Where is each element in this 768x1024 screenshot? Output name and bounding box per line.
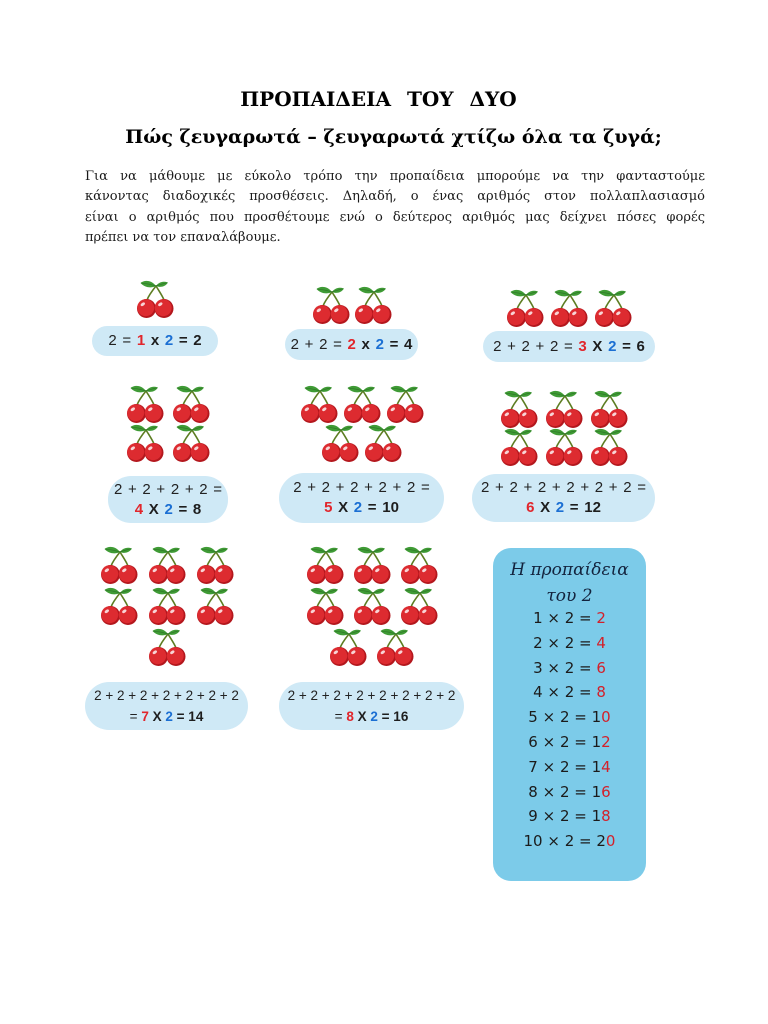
cherry-row [499, 389, 629, 427]
table-expression: 2 × 2 = [533, 633, 592, 652]
product-expression [526, 499, 601, 516]
factor-number: 2 [555, 499, 565, 516]
equation-pill [108, 476, 228, 523]
cherry-pair-icon [305, 586, 345, 626]
table-row [493, 758, 646, 783]
cherry-pair-icon [195, 545, 235, 585]
product-expression [135, 501, 202, 518]
result-text: = 2 [178, 332, 202, 349]
result-units-digit: 0 [601, 708, 611, 727]
page-title: ΠΡΟΠΑΙΔΕΙΑ ΤΟΥ ΔΥΟ [240, 87, 517, 111]
result-tens-digit: 2 [596, 832, 606, 851]
equation-pill [85, 682, 248, 730]
sum-text: 2 = [108, 332, 132, 349]
result-tens-digit: 1 [591, 807, 602, 826]
result-tens-digit: 1 [591, 708, 602, 727]
table-expression: 8 × 2 = [528, 782, 587, 801]
cherry-pair-icon [147, 586, 187, 626]
factor-number: 2 [164, 332, 174, 349]
cherry-group [108, 384, 228, 462]
result-text: = 14 [176, 709, 204, 724]
table-expression: 7 × 2 = [528, 757, 587, 776]
product-line [324, 498, 399, 518]
cherry-row [99, 586, 235, 627]
multiplier-number: 4 [134, 500, 144, 518]
cherry-pair-icon [311, 285, 351, 325]
product-expression [578, 338, 645, 355]
factor-number: 2 [370, 709, 378, 724]
table-row [493, 659, 646, 684]
table-expression: 10 × 2 = [523, 832, 592, 851]
times-sign: X [540, 499, 551, 516]
multiplier-number: 1 [136, 332, 146, 349]
cherry-pair-icon [499, 389, 539, 429]
cherry-group [92, 279, 218, 319]
table-expression: 3 × 2 = [533, 658, 592, 677]
result-units-digit: 8 [596, 683, 606, 702]
product-expression [137, 332, 202, 349]
cherry-pair-icon [99, 545, 139, 585]
intro-line: πρέπει να τον επαναλάβουμε. [85, 230, 281, 246]
times-sign: x [150, 332, 160, 349]
product-expression [141, 709, 203, 724]
times-sign: x [361, 335, 370, 353]
cherry-pair-icon [171, 384, 211, 424]
cherry-group [279, 545, 464, 668]
cherry-row [499, 427, 629, 465]
factor-number: 2 [165, 709, 173, 724]
intro-line: είναι ο αριθμός που προσθέτουμε ενώ ο δεύτερος αριθμός μας δείχνει πόσες φορές [85, 209, 705, 225]
cherry-pair-icon [147, 627, 187, 667]
factor-number: 2 [353, 499, 363, 516]
sum-line: 2 + 2 + 2 + 2 + 2 = [293, 479, 430, 496]
result-text: = 6 [622, 337, 645, 355]
equation-pill [279, 682, 464, 730]
equation-pill [285, 329, 418, 360]
cherry-pair-icon [549, 288, 589, 328]
intro-line: Για να μάθουμε με εύκολο τρόπο την προπαίδεια μπορούμε να την φανταστούμε [85, 169, 705, 184]
cherry-pair-icon [328, 627, 368, 667]
factor-number: 2 [375, 335, 384, 353]
sum-text: 2 + 2 = [290, 335, 342, 353]
multiplier-number: 7 [141, 709, 149, 724]
product-expression [324, 499, 399, 516]
cherry-row [320, 423, 403, 462]
cherry-row [147, 627, 187, 668]
table-row [493, 832, 646, 857]
result-text: = 16 [381, 709, 409, 724]
multiplier-number: 6 [526, 499, 535, 516]
cherry-row [311, 285, 393, 325]
cherry-pair-icon [147, 545, 187, 585]
result-units-digit: 4 [596, 633, 606, 652]
result-units-digit: 0 [605, 832, 616, 851]
equation-line [291, 335, 413, 355]
product-expression [346, 709, 408, 724]
cherry-row [505, 288, 633, 328]
equation-line [108, 331, 201, 351]
factor-number: 2 [164, 500, 173, 518]
times-sign: X [592, 337, 603, 355]
product-line [526, 498, 601, 518]
table-row [493, 733, 646, 758]
cherry-pair-icon [589, 389, 629, 429]
cherry-group [279, 384, 444, 462]
cherry-pair-icon [399, 586, 439, 626]
result-units-digit: 2 [601, 732, 611, 751]
result-units-digit: 4 [601, 757, 611, 776]
result-text: = 12 [569, 499, 601, 516]
cherry-pair-icon [399, 545, 439, 585]
times-sign: X [357, 709, 367, 724]
cherry-pair-icon [375, 627, 415, 667]
panel-title: Η προπαίδεια [510, 560, 629, 580]
multiplier-number: 2 [347, 335, 356, 353]
cherry-group [85, 545, 248, 668]
cherry-pair-icon [544, 389, 584, 429]
result-units-digit: 6 [596, 658, 606, 677]
cherry-pair-icon [305, 545, 345, 585]
times-sign: X [152, 709, 162, 724]
cherry-pair-icon [171, 423, 211, 463]
cherry-row [99, 545, 235, 586]
cherry-pair-icon [135, 279, 175, 319]
cherry-pair-icon [544, 427, 584, 467]
equation-pill [279, 473, 444, 523]
cherry-pair-icon [505, 288, 545, 328]
cherry-row [125, 384, 211, 423]
table-rows [493, 609, 646, 857]
intro-line: κάνοντας διαδοχικές προσθέσεις. Δηλαδή, ο ένας αριθμός στον πολλαπλασιασμό [85, 189, 705, 205]
equation-line [493, 337, 645, 357]
table-row [493, 783, 646, 808]
table-row [493, 634, 646, 659]
table-row [493, 609, 646, 634]
cherry-pair-icon [125, 423, 165, 463]
sum-line: 2 + 2 + 2 + 2 + 2 + 2 + 2 [94, 688, 239, 703]
times-sign: X [338, 499, 349, 516]
cherry-group [483, 288, 655, 328]
sum-line: 2 + 2 + 2 + 2 = [113, 480, 223, 498]
cherry-pair-icon [99, 586, 139, 626]
factor-number: 2 [608, 337, 617, 355]
cherry-pair-icon [352, 545, 392, 585]
cherry-group [285, 285, 418, 325]
sum-line: 2 + 2 + 2 + 2 + 2 + 2 = [481, 479, 646, 496]
cherry-pair-icon [299, 384, 339, 424]
cherry-row [299, 384, 425, 423]
cherry-row [125, 423, 211, 462]
cherry-pair-icon [363, 423, 403, 463]
cherry-pair-icon [499, 427, 539, 467]
cherry-pair-icon [320, 423, 360, 463]
product-line [135, 500, 202, 520]
intro-paragraph [85, 167, 705, 249]
result-tens-digit: 1 [591, 782, 602, 801]
cherry-row [305, 586, 439, 627]
cherry-row [305, 545, 439, 586]
cherry-pair-icon [353, 285, 393, 325]
cherry-row [135, 279, 175, 319]
equation-pill [92, 326, 218, 356]
result-tens-digit: 1 [591, 757, 602, 776]
multiplier-number: 3 [578, 337, 587, 355]
cherry-pair-icon [125, 384, 165, 424]
equals-lead: = [129, 709, 138, 724]
equals-lead: = [334, 709, 343, 724]
cherry-pair-icon [195, 586, 235, 626]
multiplier-number: 5 [324, 499, 333, 516]
product-line [130, 706, 204, 727]
cherry-pair-icon [593, 288, 633, 328]
cherry-pair-icon [589, 427, 629, 467]
result-units-digit: 6 [601, 782, 611, 801]
panel-title: του 2 [546, 586, 593, 606]
result-units-digit: 8 [601, 807, 611, 826]
cherry-pair-icon [342, 384, 382, 424]
page-subtitle: Πώς ζευγαρωτά – ζευγαρωτά χτίζω όλα τα ζυγά; [125, 126, 662, 148]
result-tens-digit: 1 [591, 732, 602, 751]
result-units-digit: 2 [596, 609, 606, 627]
cherry-pair-icon [385, 384, 425, 424]
table-expression: 1 × 2 = [533, 609, 592, 627]
product-line [335, 706, 409, 727]
table-expression: 9 × 2 = [528, 807, 587, 826]
table-expression: 5 × 2 = [528, 708, 587, 727]
cherry-group [472, 389, 655, 465]
cherry-row [328, 627, 415, 668]
table-row [493, 708, 646, 733]
result-text: = 8 [178, 500, 202, 518]
cherry-pair-icon [352, 586, 392, 626]
table-expression: 6 × 2 = [528, 732, 587, 751]
table-row [493, 807, 646, 832]
result-text: = 4 [389, 335, 413, 353]
sum-line: 2 + 2 + 2 + 2 + 2 + 2 + 2 + 2 [287, 688, 456, 703]
table-expression: 4 × 2 = [533, 683, 592, 702]
table-row [493, 683, 646, 708]
equation-pill [472, 474, 655, 522]
times-sign: X [148, 500, 159, 518]
sum-text: 2 + 2 + 2 = [493, 337, 573, 355]
product-expression [348, 336, 413, 353]
result-text: = 10 [367, 499, 399, 516]
multiplier-number: 8 [346, 709, 354, 724]
times-table-panel [493, 548, 646, 881]
equation-pill [483, 331, 655, 362]
